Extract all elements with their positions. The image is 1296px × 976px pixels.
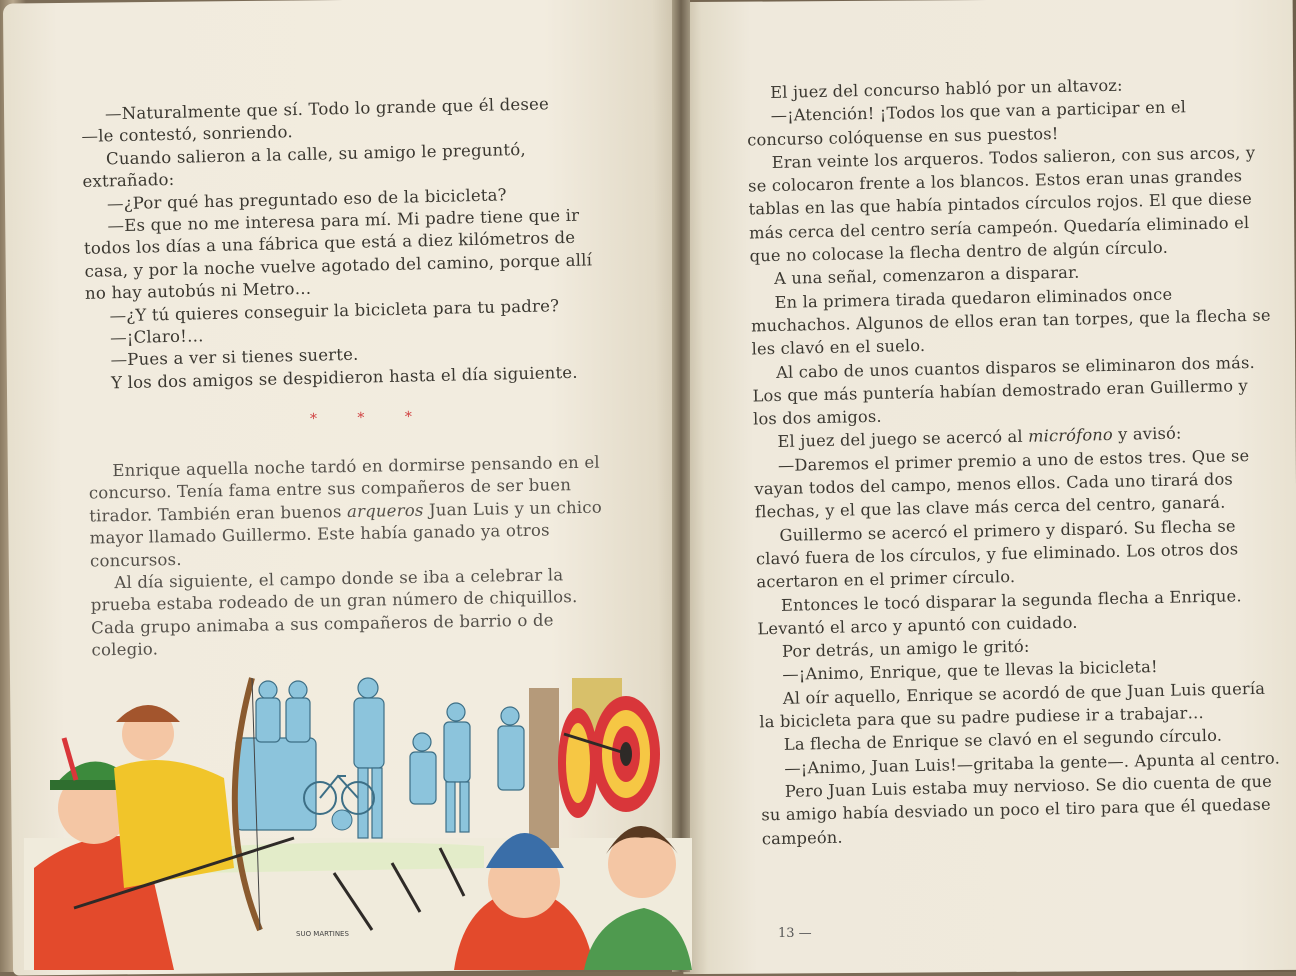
paragraph: —¡Animo, Enrique, que te llevas la bicicleta!	[782, 657, 1158, 685]
paragraph: Por detrás, un amigo le gritó:	[781, 636, 1030, 662]
paragraph: Y los dos amigos se despidieron hasta el día siguiente.	[110, 362, 578, 393]
paragraph: El juez del concurso habló por un altavoz:	[770, 75, 1123, 103]
paragraph: Al cabo de unos cuantos disparos se eliminaron dos más. Los que más puntería habían demostrado eran Guillermo y los dos amigos.	[752, 352, 1256, 429]
paragraph: —¿Por qué has preguntado eso de la bicicleta?	[106, 184, 507, 213]
paragraph: —¡Animo, Juan Luis!—gritaba la gente—. Apunta al centro.	[784, 748, 1281, 778]
paragraph: —Pues a ver si tienes suerte.	[110, 345, 359, 370]
paragraph: A una señal, comenzaron a disparar.	[773, 262, 1080, 289]
illustration-signature: SUO MARTINES	[296, 930, 349, 938]
page-number: 13 —	[778, 926, 812, 941]
left-page-narrative	[88, 451, 611, 662]
archery-contest-illustration	[24, 668, 692, 970]
right-page-text	[746, 71, 1282, 851]
paragraph: Al día siguiente, el campo donde se iba a celebrar la prueba estaba rodeado de un gran número de chiquillos. Cada grupo animaba a sus compañeros de barrio o de colegio.	[90, 565, 578, 660]
paragraph: El juez del juego se acercó al micrófono y avisó:	[777, 423, 1182, 452]
left-page-dialogue	[81, 92, 607, 395]
paragraph: —Naturalmente que sí. Todo lo grande que él desee	[104, 94, 550, 124]
paragraph: Guillermo se acercó el primero y disparó. Su flecha se clavó fuera de los círculos, y fue eliminado. Los otros dos acertaron en el primer círculo.	[755, 516, 1239, 592]
paragraph: —Daremos el primer premio a uno de estos tres. Que se vayan todos del campo, menos ellos. Cada uno tirará dos flechas, y el que las clave más cerca del centro, ganará.	[754, 445, 1250, 522]
paragraph: —¡Atención! ¡Todos los que van a participar en el concurso colóquense en sus puestos!	[747, 97, 1187, 150]
paragraph: —Es que no me interesa para mí. Mi padre tiene que ir todos los días a una fábrica que está a diez kilómetros de casa, y por la noche vuelve agotado del camino, porque allí no hay autobús ni Metro…	[83, 205, 593, 304]
paragraph: —¿Y tú quieres conseguir la bicicleta para tu padre?	[109, 295, 560, 325]
section-break: * * *	[309, 408, 431, 428]
paragraph: Cuando salieron a la calle, su amigo le preguntó, extrañado:	[82, 139, 526, 192]
paragraph: Pero Juan Luis estaba muy nervioso. Se dio cuenta de que su amigo había desviado un poco el tiro para que él quedase campeón.	[761, 771, 1273, 848]
paragraph: Enrique aquella noche tardó en dormirse pensando en el concurso. Tenía fama entre sus compañeros de ser buen tirador. También eran buenos arqueros Juan Luis y un chico mayor llamado Guillermo. Este había ganado ya otros concursos.	[88, 452, 603, 571]
paragraph: La flecha de Enrique se clavó en el segundo círculo.	[783, 726, 1223, 755]
paragraph: En la primera tirada quedaron eliminados once muchachos. Algunos de ellos eran tan torpes, que la flecha se les clavó en el suelo.	[750, 284, 1271, 359]
paragraph: Eran veinte los arqueros. Todos salieron, con sus arcos, y se colocaron frente a los blancos. Estos eran unas grandes tablas en las que había pintados círculos rojos. El que diese más cerca del centro sería campeón. Quedaría eliminado el que no colocase la flecha dentro de algún círculo.	[748, 142, 1256, 266]
paragraph: Entonces le tocó disparar la segunda flecha a Enrique. Levantó el arco y apuntó con cuidado.	[757, 585, 1242, 639]
paragraph: —le contestó, sonriendo.	[81, 122, 294, 147]
paragraph: —¡Claro!…	[109, 326, 204, 348]
paragraph: Al oír aquello, Enrique se acordó de que Juan Luis quería la bicicleta para que su padre pudiese ir a trabajar…	[759, 678, 1266, 732]
